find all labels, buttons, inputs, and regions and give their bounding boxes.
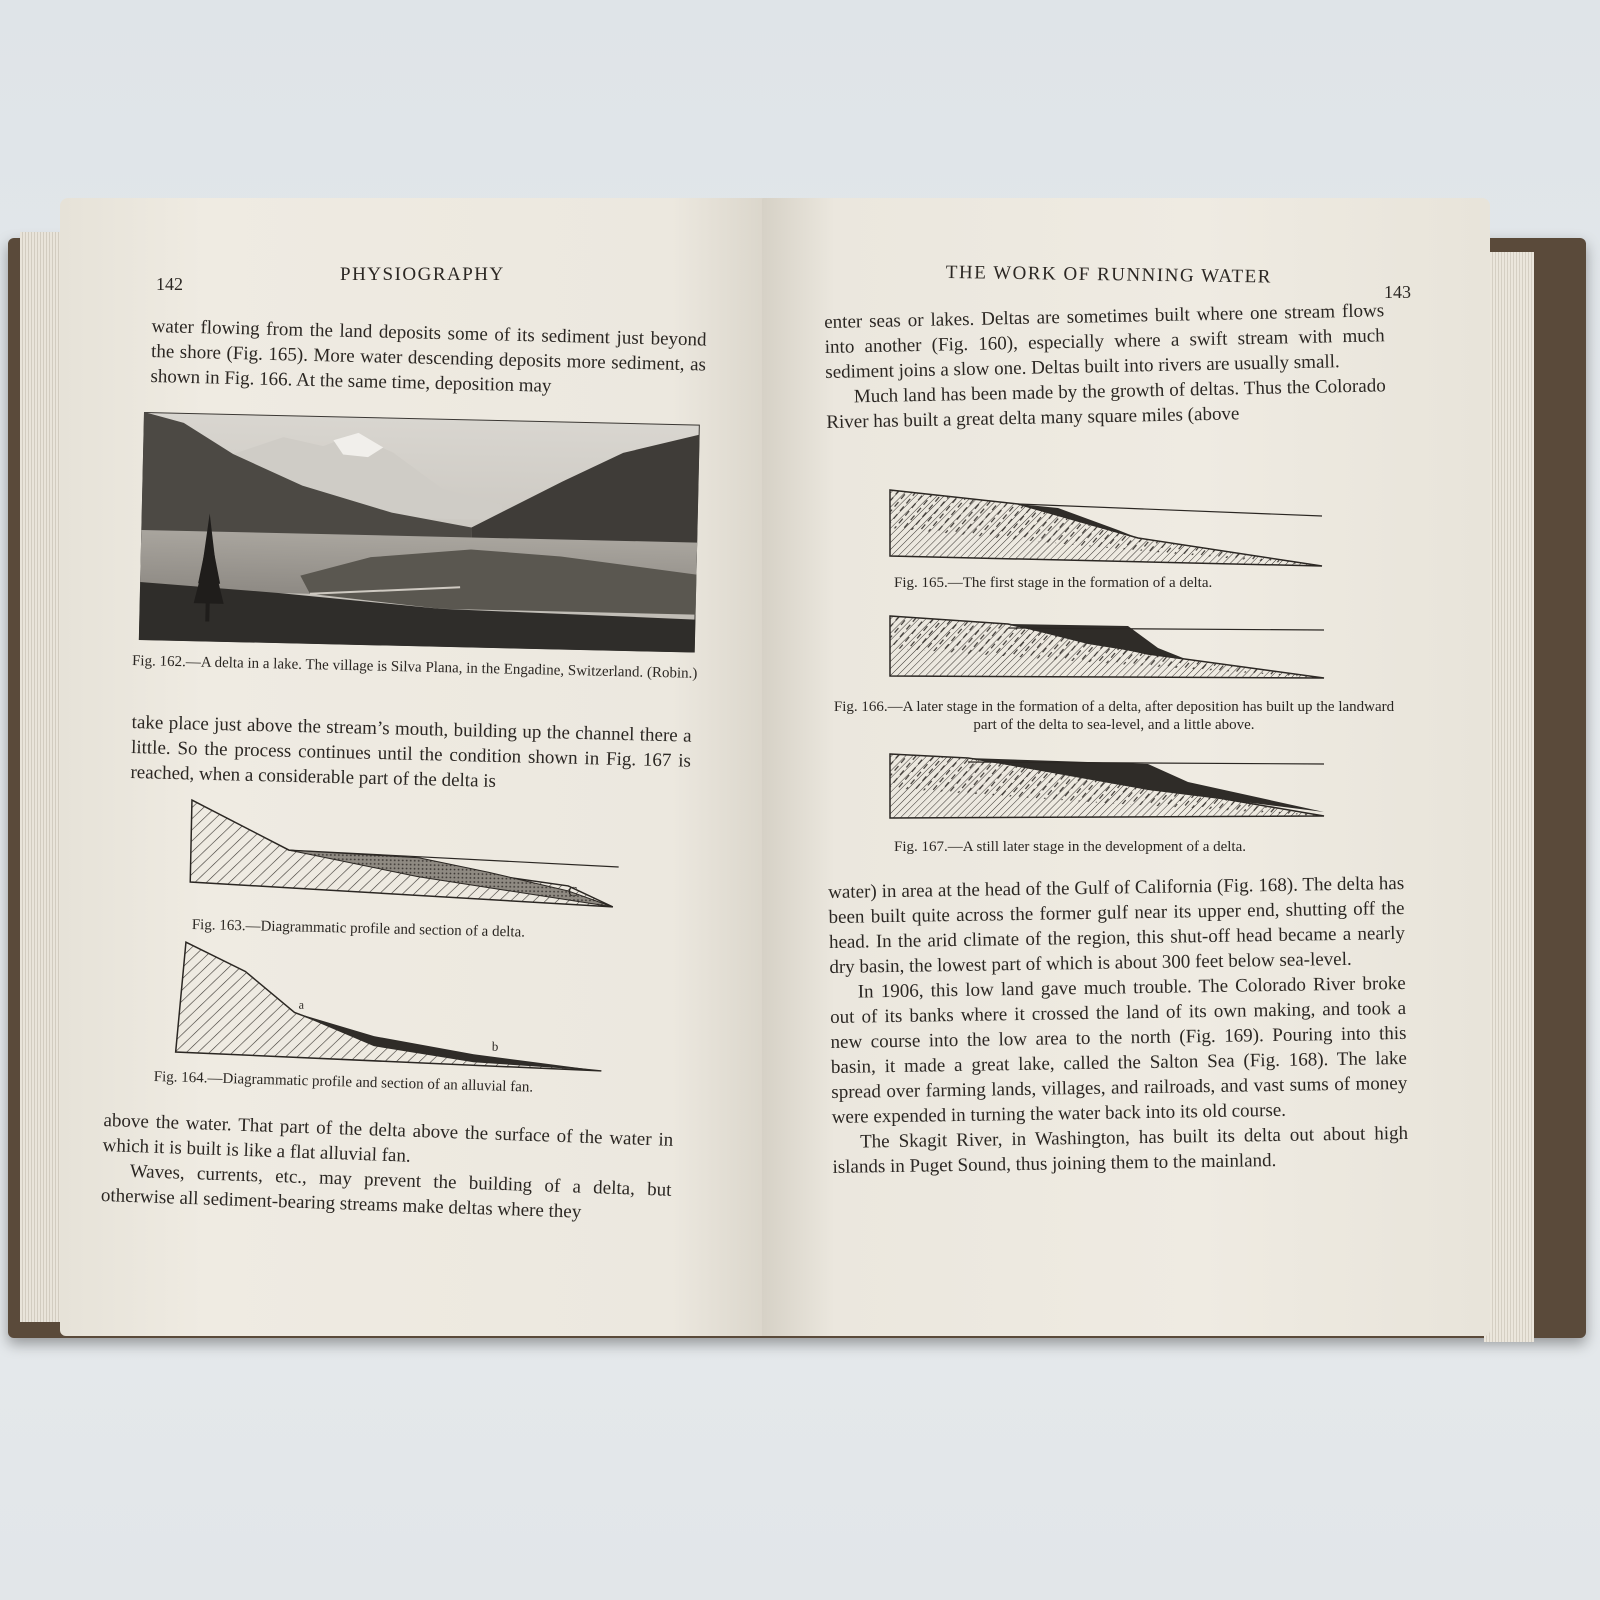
right-page (762, 198, 1490, 1336)
fig165-diagram (888, 488, 1328, 572)
fig163-diagram (188, 798, 630, 917)
running-head: THE WORK OF RUNNING WATER (945, 262, 1272, 288)
left-page (60, 198, 780, 1336)
fig166-diagram (888, 614, 1328, 684)
fig164-caption: Fig. 164.—Diagrammatic profile and section of an alluvial fan. (153, 1068, 534, 1096)
fig162-photo (139, 412, 700, 653)
fig165-caption: Fig. 165.—The first stage in the formation of a delta. (894, 575, 1213, 591)
fig167-diagram (888, 752, 1328, 824)
fig162-caption: Fig. 162.—A delta in a lake. The village is Silva Plana, in the Engadine, Switzerland. (Robin.) (131, 653, 698, 682)
paragraph: take place just above the stream’s mouth, building up the channel there a little. So the process continues until the condition shown in Fig. 167 is reached, when a considerable part of the delta is (130, 711, 692, 792)
fig163-label-c: C (567, 884, 578, 901)
fig164-label-b: b (491, 1038, 499, 1054)
paragraph: water) in area at the head of the Gulf of California (Fig. 168). The delta has been built quite across the former gulf near its upper end, shutting off the head. In the arid climate of the region, this shut-off head became a nearly dry basin, the lowest part of which is about 300 feet below sea-level. In 1906, this low land gave much trouble. The Colorado River broke out of its banks where it crossed the land of its own making, and took a new course into the low area to the north (Fig. 169). Pouring into this basin, it made a great lake, called the Salton Sea (Fig. 168). The lake spread over farming lands, villages, and railroads, and vast sums of money were expended in turning the water back into its old course. The Skagit River, in Washington, has built its delta out about high islands in Puget Sound, thus joining them to the mainland. (828, 872, 1409, 1178)
paragraph: above the water. That part of the delta above the surface of the water in which it is built is like a flat alluvial fan. Waves, currents, etc., may prevent the building of a delta, but otherwise all sediment-bearing streams make deltas where they (100, 1109, 674, 1223)
fig164-diagram (173, 940, 616, 1081)
fig166-caption: Fig. 166.—A later stage in the formation of a delta, after deposition has built up the landward part of the delta to sea-level, and a little above. (833, 699, 1395, 733)
page-edges-right (1484, 252, 1534, 1342)
fig167-caption: Fig. 167.—A still later stage in the development of a delta. (894, 839, 1247, 855)
paragraph: water flowing from the land deposits some of its sediment just beyond the shore (Fig. 165). More water descending deposits more sediment, as shown in Fig. 166. At the same time, deposition may (150, 315, 707, 397)
page-number: 143 (1384, 282, 1411, 302)
running-head: PHYSIOGRAPHY (340, 264, 505, 285)
fig164-label-a: a (298, 997, 305, 1012)
paragraph: enter seas or lakes. Deltas are sometimes built where one stream flows into another (Fig. 160), especially where a swift stream with much sediment joins a slow one. Deltas built into rivers are usually small. Much land has been made by the growth of deltas. Thus the Colorado River has built a great delta many square miles (above (824, 300, 1386, 433)
page-number: 142 (156, 274, 183, 294)
fig163-caption: Fig. 163.—Diagrammatic profile and section of a delta. (191, 916, 526, 941)
